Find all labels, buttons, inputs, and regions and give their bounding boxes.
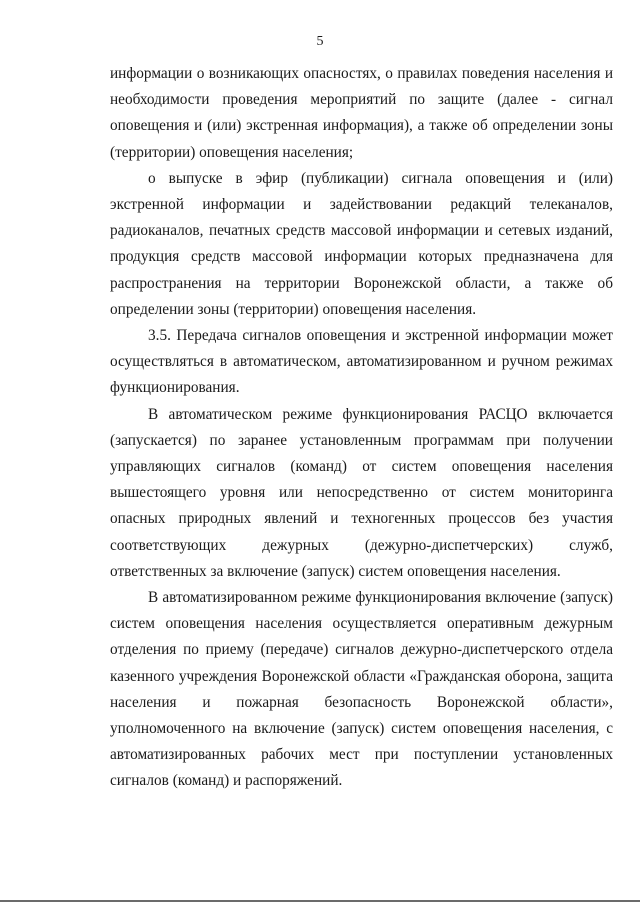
page-number: 5 — [316, 34, 324, 49]
paragraph-section-3-5: 3.5. Передача сигналов оповещения и экстренной информации может осуществляться в автоматическом, автоматизированном и ручном режимах функционирования. — [110, 327, 613, 397]
paragraph-broadcast: о выпуске в эфир (публикации) сигнала оповещения и (или) экстренной информации и задействовании редакций телеканалов, радиоканалов, печатных средств массовой информации и сетевых изданий, продукция средств массовой информации которых предназначена для распространения на территории Воронежской области, а также об определении зоны (территории) оповещения населения. — [110, 169, 613, 318]
paragraph-automatic-mode: В автоматическом режиме функционирования РАСЦО включается (запускается) по заранее установленным программам при получении управляющих сигналов (команд) от систем оповещения населения вышестоящего уровня или непосредственно от систем мониторинга опасных природных явлений и техногенных процессов без участия соответствующих дежурных (дежурно-диспетчерских) служб, ответственных за включение (запуск) систем оповещения населения. — [110, 405, 613, 580]
paragraph-continuation: информации о возникающих опасностях, о правилах поведения населения и необходимости проведения мероприятий по защите (далее - сигнал оповещения и (или) экстренная информация), а также об определении зоны (территории) оповещения населения; — [110, 65, 613, 161]
document-body — [110, 61, 613, 795]
paragraph-automated-mode: В автоматизированном режиме функционирования включение (запуск) систем оповещения населения осуществляется оперативным дежурным отделения по приему (передаче) сигналов дежурно-диспетчерского отдела казенного учреждения Воронежской области «Гражданская оборона, защита населения и пожарная безопасность Воронежской области», уполномоченного на включение (запуск) систем оповещения населения, с автоматизированных рабочих мест при поступлении установленных сигналов (команд) и распоряжений. — [110, 589, 613, 790]
